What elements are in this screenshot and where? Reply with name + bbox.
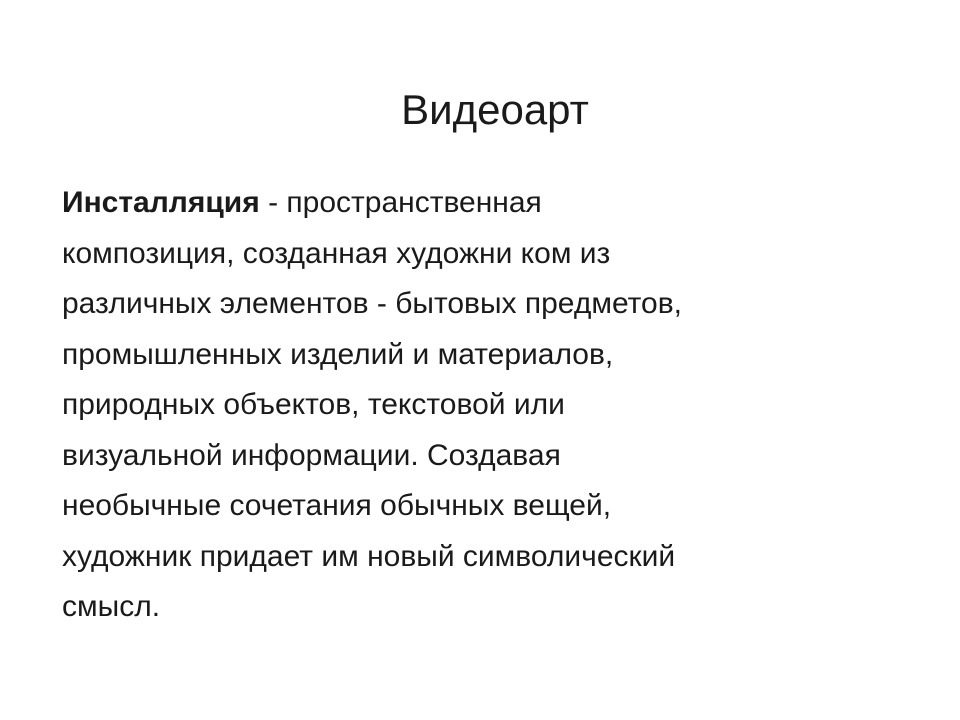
- body-line: природных объектов, текстовой или: [62, 388, 565, 421]
- body-line-1: [62, 178, 902, 229]
- slide-title: Видеоарт: [401, 86, 589, 133]
- body-line: необычные сочетания обычных вещей,: [62, 489, 612, 522]
- body-line: промышленных изделий и материалов,: [62, 337, 614, 371]
- body-line: различных элементов - бытовых предметов,: [62, 287, 683, 320]
- body-line: визуальной информации. Создавая: [62, 438, 561, 472]
- term-definition-start: - пространственная: [259, 186, 542, 219]
- slide-body: [62, 178, 902, 633]
- body-line: художник придает им новый символический: [62, 539, 676, 573]
- body-line: смысл.: [62, 590, 161, 623]
- body-line: композиция, созданная художни ком из: [62, 236, 611, 270]
- term-bold: Инсталляция: [62, 186, 260, 219]
